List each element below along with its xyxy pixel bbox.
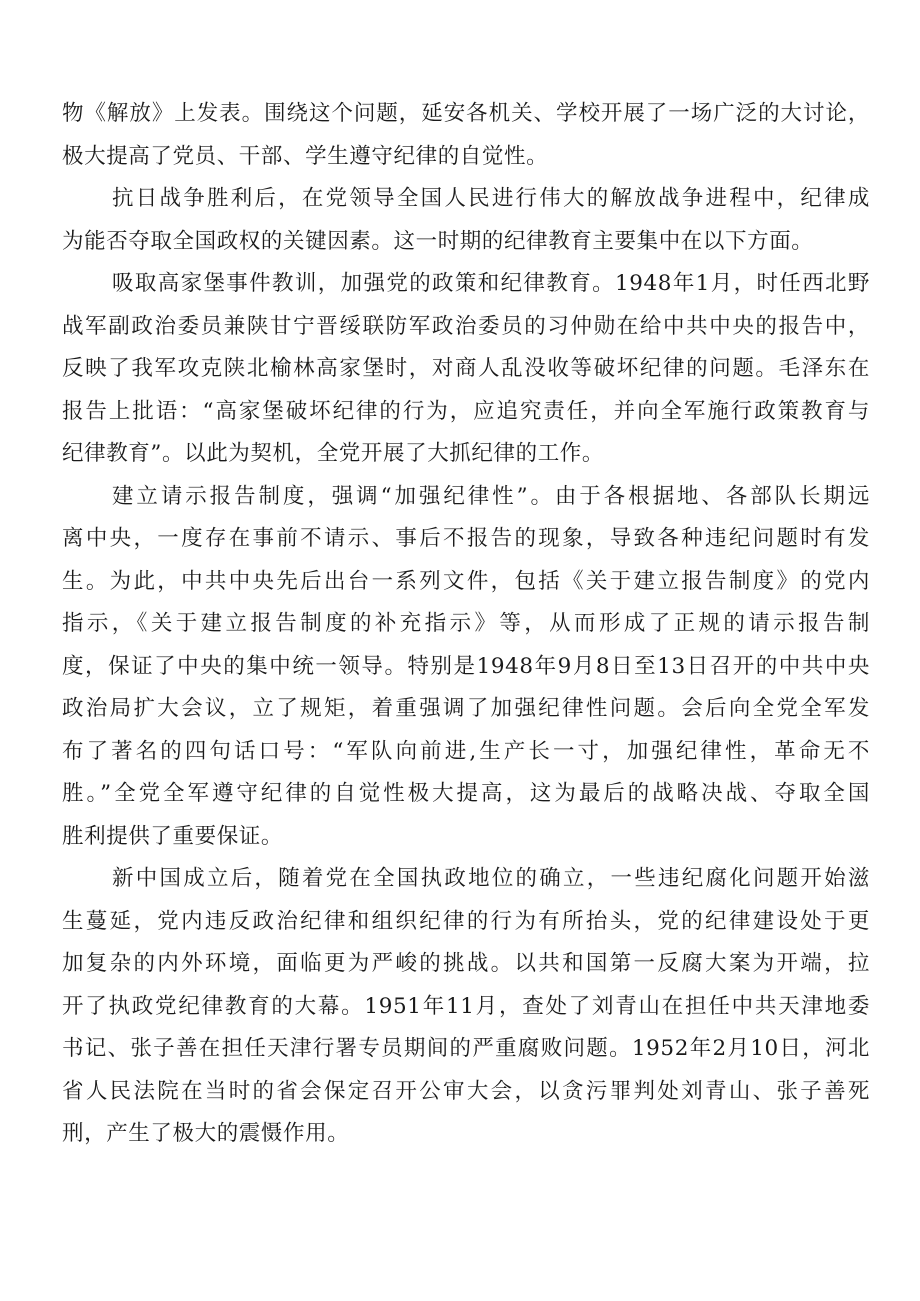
text-line: 反映了我军攻克陕北榆林高家堡时，对商人乱没收等破坏纪律的问题。毛泽东在 [62,356,870,381]
text-line: 政治局扩大会议，立了规矩，着重强调了加强纪律性问题。会后向全党全军发 [62,696,870,721]
text-line: 物《解放》上发表。围绕这个问题，延安各机关、学校开展了一场广泛的大讨论， [62,101,870,126]
text-line: 抗日战争胜利后，在党领导全国人民进行伟大的解放战争进程中，纪律成 [112,186,870,211]
text-line: 极大提高了党员、干部、学生遵守纪律的自觉性。 [62,143,549,169]
text-line: 建立请示报告制度，强调“加强纪律性”。由于各根据地、各部队长期远 [112,483,870,509]
text-line: 报告上批语：“高家堡破坏纪律的行为，应追究责任，并向全军施行政策教育与 [62,398,870,424]
text-line: 新中国成立后，随着党在全国执政地位的确立，一些违纪腐化问题开始滋 [112,866,870,891]
paragraph-3 [62,263,870,476]
text-line: 纪律教育”。以此为契机，全党开展了大抓纪律的工作。 [62,441,604,466]
text-line: 加复杂的内外环境，面临更为严峻的挑战。以共和国第一反腐大案为开端，拉 [62,951,870,976]
text-line: 离中央，一度存在事前不请示、事后不报告的现象，导致各种违纪问题时有发 [62,526,870,551]
text-line: 战军副政治委员兼陕甘宁晋绥联防军政治委员的习仲勋在给中共中央的报告中， [62,313,870,339]
text-line: 生蔓延，党内违反政治纪律和组织纪律的行为有所抬头，党的纪律建设处于更 [62,908,870,934]
paragraph-2 [62,178,870,263]
text-line: 布了著名的四句话口号：“军队向前进,生产长一寸，加强纪律性，革命无不 [62,738,870,764]
text-line: 为能否夺取全国政权的关键因素。这一时期的纪律教育主要集中在以下方面。 [62,228,814,254]
text-line: 开了执政党纪律教育的大幕。1951年11月，查处了刘青山在担任中共天津地委 [62,993,870,1019]
text-line: 胜利提供了重要保证。 [62,823,284,849]
text-line: 书记、张子善在担任天津行署专员期间的严重腐败问题。1952年2月10日，河北 [62,1036,870,1061]
text-line: 胜。”全党全军遵守纪律的自觉性极大提高，这为最后的战略决战、夺取全国 [62,781,870,806]
text-line: 指示，《关于建立报告制度的补充指示》等，从而形成了正规的请示报告制 [62,611,870,636]
text-line: 度，保证了中央的集中统一领导。特别是1948年9月8日至13日召开的中共中央 [62,653,870,679]
paragraph-5 [62,858,870,1156]
text-line: 刑，产生了极大的震慑作用。 [62,1121,350,1146]
text-line: 省人民法院在当时的省会保定召开公审大会，以贪污罪判处刘青山、张子善死 [62,1078,870,1104]
text-line: 吸取高家堡事件教训，加强党的政策和纪律教育。1948年1月，时任西北野 [112,271,870,296]
document-body [62,93,870,1156]
paragraph-1 [62,93,870,178]
paragraph-4 [62,476,870,859]
text-line: 生。为此，中共中央先后出台一系列文件，包括《关于建立报告制度》的党内 [62,568,870,594]
